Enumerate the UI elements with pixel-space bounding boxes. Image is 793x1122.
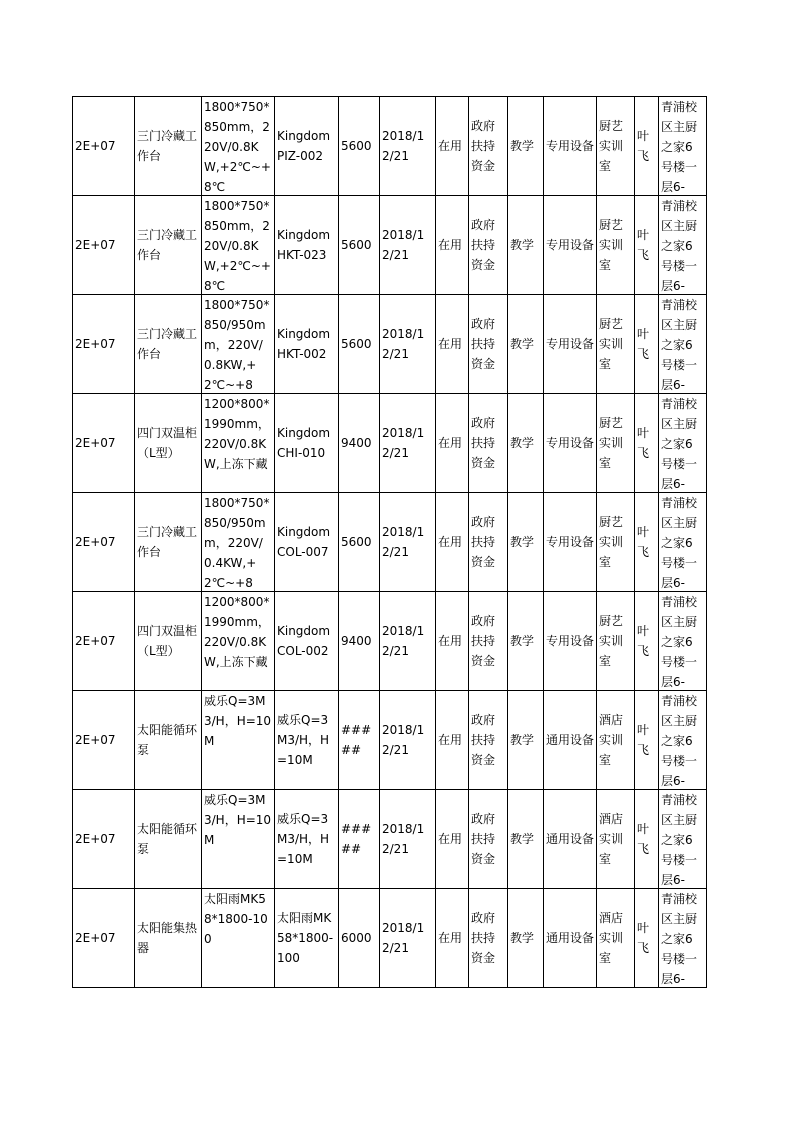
category-cell: [544, 691, 597, 790]
name-text: 太阳能循环泵: [137, 723, 198, 757]
date-cell: [380, 790, 436, 889]
code-text: 2E+07: [75, 634, 116, 648]
code-text: 2E+07: [75, 337, 116, 351]
usage-cell: [508, 493, 544, 592]
price-cell: [339, 295, 380, 394]
asset-name-cell: [135, 196, 202, 295]
usage-cell: [508, 97, 544, 196]
asset-table: [72, 96, 707, 988]
price-text: 5600: [341, 238, 372, 252]
asset-code-cell: [73, 295, 135, 394]
use-text: 教学: [510, 139, 535, 153]
category-cell: [544, 394, 597, 493]
room-cell: [597, 196, 635, 295]
date-cell: [380, 97, 436, 196]
person-cell: [635, 196, 659, 295]
asset-name-cell: [135, 394, 202, 493]
code-text: 2E+07: [75, 139, 116, 153]
usage-cell: [508, 889, 544, 988]
spec-cell: [202, 691, 275, 790]
model-cell: [275, 691, 339, 790]
date-cell: [380, 196, 436, 295]
room-text: 厨艺实训室: [599, 515, 624, 569]
person-cell: [635, 691, 659, 790]
status-text: 在用: [438, 832, 463, 846]
room-text: 厨艺实训室: [599, 317, 624, 371]
source-text: 政府扶持资金: [471, 614, 496, 668]
status-text: 在用: [438, 535, 463, 549]
table-row: [73, 493, 707, 592]
code-text: 2E+07: [75, 931, 116, 945]
fund-source-cell: [469, 493, 508, 592]
person-text: 叶飞: [637, 624, 650, 658]
price-text: 9400: [341, 634, 372, 648]
table-row: [73, 790, 707, 889]
location-text: 青浦校区主厨之家6号楼一层6-: [661, 496, 698, 590]
price-text: 5600: [341, 337, 372, 351]
usage-cell: [508, 790, 544, 889]
location-cell: [659, 97, 707, 196]
location-text: 青浦校区主厨之家6号楼一层6-: [661, 298, 698, 392]
person-cell: [635, 295, 659, 394]
use-text: 教学: [510, 337, 535, 351]
name-text: 太阳能集热器: [137, 921, 198, 955]
model-text: 威乐Q=3M3/H，H=10M: [277, 713, 330, 767]
asset-code-cell: [73, 97, 135, 196]
use-text: 教学: [510, 535, 535, 549]
date-text: 2018/12/21: [382, 327, 425, 361]
price-text: 9400: [341, 436, 372, 450]
asset-name-cell: [135, 592, 202, 691]
person-text: 叶飞: [637, 723, 650, 757]
asset-name-cell: [135, 889, 202, 988]
location-text: 青浦校区主厨之家6号楼一层6-: [661, 694, 698, 788]
category-cell: [544, 592, 597, 691]
date-text: 2018/12/21: [382, 723, 425, 757]
room-cell: [597, 691, 635, 790]
status-cell: [436, 394, 469, 493]
location-cell: [659, 889, 707, 988]
person-text: 叶飞: [637, 129, 650, 163]
model-text: Kingdom COL-007: [277, 525, 331, 559]
location-text: 青浦校区主厨之家6号楼一层6-: [661, 595, 698, 689]
price-text: 6000: [341, 931, 372, 945]
name-text: 三门冷藏工作台: [137, 525, 198, 559]
location-cell: [659, 196, 707, 295]
location-cell: [659, 691, 707, 790]
location-text: 青浦校区主厨之家6号楼一层6-: [661, 100, 698, 194]
model-cell: [275, 394, 339, 493]
table-row: [73, 97, 707, 196]
table-body: [73, 97, 707, 988]
usage-cell: [508, 196, 544, 295]
name-text: 三门冷藏工作台: [137, 129, 198, 163]
usage-cell: [508, 592, 544, 691]
category-text: 专用设备: [546, 238, 594, 252]
use-text: 教学: [510, 931, 535, 945]
model-text: Kingdom COL-002: [277, 624, 331, 658]
price-cell: [339, 592, 380, 691]
source-text: 政府扶持资金: [471, 911, 496, 965]
location-cell: [659, 592, 707, 691]
status-text: 在用: [438, 337, 463, 351]
status-text: 在用: [438, 931, 463, 945]
fund-source-cell: [469, 97, 508, 196]
usage-cell: [508, 394, 544, 493]
room-cell: [597, 493, 635, 592]
spec-text: 威乐Q=3M3/H，H=10M: [204, 793, 272, 847]
date-text: 2018/12/21: [382, 624, 425, 658]
asset-name-cell: [135, 691, 202, 790]
price-cell: [339, 196, 380, 295]
asset-code-cell: [73, 790, 135, 889]
room-text: 厨艺实训室: [599, 119, 624, 173]
date-text: 2018/12/21: [382, 822, 425, 856]
person-text: 叶飞: [637, 327, 650, 361]
price-cell: [339, 394, 380, 493]
code-text: 2E+07: [75, 238, 116, 252]
use-text: 教学: [510, 733, 535, 747]
spec-text: 1800*750*850/950mm，220V/0.4KW,+2℃~+8: [204, 496, 270, 590]
date-cell: [380, 295, 436, 394]
name-text: 三门冷藏工作台: [137, 327, 198, 361]
spec-text: 1800*750*850/950mm，220V/0.8KW,+2℃~+8: [204, 298, 270, 392]
fund-source-cell: [469, 592, 508, 691]
category-cell: [544, 196, 597, 295]
model-text: Kingdom CHI-010: [277, 426, 331, 460]
date-text: 2018/12/21: [382, 129, 425, 163]
status-cell: [436, 691, 469, 790]
person-cell: [635, 97, 659, 196]
model-cell: [275, 97, 339, 196]
person-cell: [635, 493, 659, 592]
location-cell: [659, 394, 707, 493]
date-cell: [380, 394, 436, 493]
price-cell: [339, 691, 380, 790]
room-text: 厨艺实训室: [599, 614, 624, 668]
model-text: Kingdom HKT-002: [277, 327, 331, 361]
name-text: 四门双温柜（L型）: [137, 624, 198, 658]
status-cell: [436, 196, 469, 295]
usage-cell: [508, 295, 544, 394]
asset-code-cell: [73, 394, 135, 493]
source-text: 政府扶持资金: [471, 812, 496, 866]
person-text: 叶飞: [637, 921, 650, 955]
status-cell: [436, 889, 469, 988]
model-text: Kingdom PIZ-002: [277, 129, 331, 163]
room-cell: [597, 97, 635, 196]
source-text: 政府扶持资金: [471, 317, 496, 371]
price-cell: [339, 790, 380, 889]
table-row: [73, 592, 707, 691]
table-row: [73, 295, 707, 394]
category-text: 专用设备: [546, 634, 594, 648]
person-cell: [635, 592, 659, 691]
spec-text: 1800*750*850mm，220V/0.8KW,+2℃~+8℃: [204, 100, 271, 194]
category-text: 通用设备: [546, 931, 594, 945]
code-text: 2E+07: [75, 832, 116, 846]
category-cell: [544, 97, 597, 196]
spec-text: 1200*800*1990mm，220V/0.8KW,上冻下藏: [204, 595, 270, 669]
model-cell: [275, 790, 339, 889]
location-cell: [659, 790, 707, 889]
model-cell: [275, 493, 339, 592]
fund-source-cell: [469, 889, 508, 988]
location-text: 青浦校区主厨之家6号楼一层6-: [661, 793, 698, 887]
table-row: [73, 889, 707, 988]
model-cell: [275, 295, 339, 394]
spec-cell: [202, 493, 275, 592]
use-text: 教学: [510, 832, 535, 846]
spec-text: 威乐Q=3M3/H，H=10M: [204, 694, 272, 748]
room-text: 酒店实训室: [599, 812, 624, 866]
status-text: 在用: [438, 733, 463, 747]
fund-source-cell: [469, 790, 508, 889]
spec-cell: [202, 97, 275, 196]
price-cell: [339, 889, 380, 988]
status-cell: [436, 97, 469, 196]
price-cell: [339, 493, 380, 592]
status-cell: [436, 790, 469, 889]
table-row: [73, 691, 707, 790]
category-text: 专用设备: [546, 436, 594, 450]
category-text: 通用设备: [546, 832, 594, 846]
person-text: 叶飞: [637, 525, 650, 559]
code-text: 2E+07: [75, 535, 116, 549]
use-text: 教学: [510, 436, 535, 450]
date-cell: [380, 889, 436, 988]
status-text: 在用: [438, 634, 463, 648]
name-text: 三门冷藏工作台: [137, 228, 198, 262]
date-text: 2018/12/21: [382, 228, 425, 262]
location-text: 青浦校区主厨之家6号楼一层6-: [661, 199, 698, 293]
fund-source-cell: [469, 196, 508, 295]
person-cell: [635, 790, 659, 889]
table-row: [73, 196, 707, 295]
person-cell: [635, 394, 659, 493]
spec-cell: [202, 295, 275, 394]
date-text: 2018/12/21: [382, 426, 425, 460]
code-text: 2E+07: [75, 436, 116, 450]
room-text: 厨艺实训室: [599, 218, 624, 272]
date-cell: [380, 592, 436, 691]
status-text: 在用: [438, 436, 463, 450]
asset-name-cell: [135, 790, 202, 889]
fund-source-cell: [469, 394, 508, 493]
fund-source-cell: [469, 691, 508, 790]
room-cell: [597, 295, 635, 394]
source-text: 政府扶持资金: [471, 218, 496, 272]
model-cell: [275, 592, 339, 691]
asset-name-cell: [135, 97, 202, 196]
model-text: 太阳雨MK58*1800-100: [277, 911, 334, 965]
spec-text: 1800*750*850mm，220V/0.8KW,+2℃~+8℃: [204, 199, 271, 293]
asset-code-cell: [73, 889, 135, 988]
status-cell: [436, 592, 469, 691]
room-text: 酒店实训室: [599, 713, 624, 767]
person-text: 叶飞: [637, 426, 650, 460]
asset-code-cell: [73, 592, 135, 691]
model-text: 威乐Q=3M3/H，H=10M: [277, 812, 330, 866]
spec-cell: [202, 790, 275, 889]
status-cell: [436, 295, 469, 394]
spec-text: 太阳雨MK58*1800-100: [204, 892, 268, 946]
usage-cell: [508, 691, 544, 790]
name-text: 太阳能循环泵: [137, 822, 198, 856]
room-cell: [597, 790, 635, 889]
category-cell: [544, 790, 597, 889]
asset-code-cell: [73, 691, 135, 790]
source-text: 政府扶持资金: [471, 119, 496, 173]
location-text: 青浦校区主厨之家6号楼一层6-: [661, 892, 698, 986]
category-text: 专用设备: [546, 337, 594, 351]
location-cell: [659, 493, 707, 592]
price-text: #####: [341, 723, 372, 757]
name-text: 四门双温柜（L型）: [137, 426, 198, 460]
date-text: 2018/12/21: [382, 921, 425, 955]
price-text: #####: [341, 822, 372, 856]
location-text: 青浦校区主厨之家6号楼一层6-: [661, 397, 698, 491]
price-text: 5600: [341, 139, 372, 153]
category-text: 通用设备: [546, 733, 594, 747]
fund-source-cell: [469, 295, 508, 394]
status-text: 在用: [438, 238, 463, 252]
room-cell: [597, 592, 635, 691]
source-text: 政府扶持资金: [471, 416, 496, 470]
model-cell: [275, 889, 339, 988]
status-text: 在用: [438, 139, 463, 153]
asset-code-cell: [73, 493, 135, 592]
room-cell: [597, 889, 635, 988]
person-text: 叶飞: [637, 228, 650, 262]
price-cell: [339, 97, 380, 196]
code-text: 2E+07: [75, 733, 116, 747]
use-text: 教学: [510, 238, 535, 252]
room-text: 厨艺实训室: [599, 416, 624, 470]
use-text: 教学: [510, 634, 535, 648]
category-cell: [544, 493, 597, 592]
spec-cell: [202, 394, 275, 493]
person-text: 叶飞: [637, 822, 650, 856]
asset-name-cell: [135, 295, 202, 394]
source-text: 政府扶持资金: [471, 713, 496, 767]
category-text: 专用设备: [546, 535, 594, 549]
spec-cell: [202, 592, 275, 691]
location-cell: [659, 295, 707, 394]
category-text: 专用设备: [546, 139, 594, 153]
room-cell: [597, 394, 635, 493]
status-cell: [436, 493, 469, 592]
source-text: 政府扶持资金: [471, 515, 496, 569]
asset-name-cell: [135, 493, 202, 592]
asset-code-cell: [73, 196, 135, 295]
date-cell: [380, 493, 436, 592]
table-row: [73, 394, 707, 493]
room-text: 酒店实训室: [599, 911, 624, 965]
category-cell: [544, 889, 597, 988]
category-cell: [544, 295, 597, 394]
spec-cell: [202, 196, 275, 295]
date-text: 2018/12/21: [382, 525, 425, 559]
spec-cell: [202, 889, 275, 988]
spec-text: 1200*800*1990mm，220V/0.8KW,上冻下藏: [204, 397, 270, 471]
date-cell: [380, 691, 436, 790]
price-text: 5600: [341, 535, 372, 549]
model-cell: [275, 196, 339, 295]
model-text: Kingdom HKT-023: [277, 228, 331, 262]
person-cell: [635, 889, 659, 988]
